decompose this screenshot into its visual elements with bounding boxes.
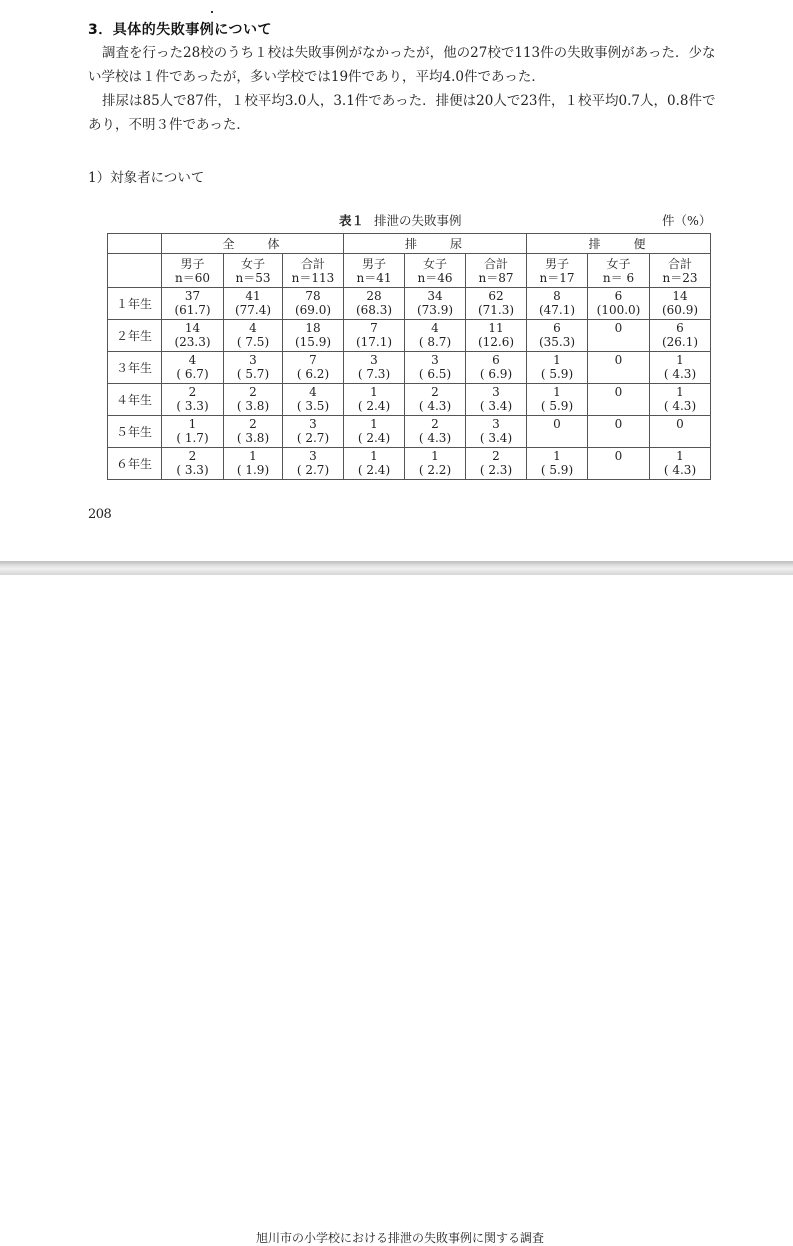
cell-count: 14	[672, 289, 688, 303]
cell-percent: (68.3)	[355, 303, 393, 317]
cell-count: 0	[676, 417, 684, 431]
table-cell	[283, 320, 344, 352]
table-unit: 件（%）	[662, 213, 712, 228]
cell-percent: (60.9)	[661, 303, 699, 317]
table-cell	[650, 416, 711, 448]
table-cell	[162, 448, 224, 480]
paragraph-details	[88, 89, 728, 137]
table-body	[108, 288, 711, 480]
table-title: 排泄の失敗事例	[374, 213, 462, 228]
column-header	[650, 254, 711, 288]
table-row	[108, 416, 711, 448]
table-cell	[162, 416, 224, 448]
table-cell	[162, 288, 224, 320]
cell-percent: ( 5.7)	[236, 367, 270, 381]
cell-count: 0	[614, 385, 623, 399]
cell-percent: ( 2.4)	[357, 463, 391, 477]
cell-percent: ( 4.3)	[418, 431, 452, 445]
cell-count: 6	[676, 321, 684, 335]
cell-count: 1	[370, 417, 378, 431]
table-cell	[224, 352, 283, 384]
cell-count: 1	[553, 385, 561, 399]
cell-percent: ( 4.3)	[418, 399, 452, 413]
cell-count: 37	[184, 289, 201, 303]
cell-count: 14	[184, 321, 201, 335]
table-cell	[527, 448, 588, 480]
page-number: 208	[88, 507, 112, 522]
column-label: 合計	[667, 256, 692, 271]
cell-percent: ( 5.9)	[540, 399, 574, 413]
table-cell	[527, 288, 588, 320]
cell-count: 0	[553, 417, 561, 431]
corner-cell	[108, 254, 162, 288]
cell-percent: (47.1)	[538, 303, 576, 317]
cell-percent: ( 2.4)	[357, 399, 391, 413]
cell-percent: ( 6.9)	[479, 367, 513, 381]
column-header	[527, 254, 588, 288]
column-header	[283, 254, 344, 288]
table-cell	[466, 352, 527, 384]
row-label: １年生	[108, 288, 162, 320]
cell-percent: ( 3.8)	[236, 431, 270, 445]
section-heading: 3．具体的失敗事例について	[88, 22, 272, 38]
table-row	[108, 288, 711, 320]
table-cell	[283, 352, 344, 384]
row-label: ２年生	[108, 320, 162, 352]
table-cell	[224, 416, 283, 448]
cell-percent: ( 6.5)	[418, 367, 452, 381]
cell-count: 1	[370, 449, 378, 463]
cell-count: 1	[676, 385, 684, 399]
table-cell	[344, 384, 405, 416]
cell-count: 2	[431, 385, 439, 399]
table-cell	[344, 320, 405, 352]
table-cell	[588, 352, 650, 384]
page-separator	[0, 561, 793, 575]
cell-percent: ( 1.9)	[236, 463, 270, 477]
column-label: 女子	[422, 256, 447, 271]
cell-count: 3	[309, 449, 317, 463]
column-n: n＝53	[235, 270, 271, 285]
table-cell	[650, 320, 711, 352]
cell-count: 11	[488, 321, 504, 335]
table-cell	[405, 448, 466, 480]
table-cell	[466, 416, 527, 448]
cell-percent: ( 3.3)	[176, 399, 209, 413]
cell-percent: ( 4.3)	[663, 367, 697, 381]
table-cell	[405, 288, 466, 320]
cell-percent: ( 3.8)	[236, 399, 270, 413]
paragraph-summary	[88, 41, 728, 89]
table-row	[108, 384, 711, 416]
cell-percent: ( 8.7)	[418, 335, 452, 349]
table-cell	[466, 288, 527, 320]
column-label: 合計	[300, 256, 325, 271]
cell-percent: ( 2.7)	[296, 463, 330, 477]
group-header-urine: 排 尿	[344, 234, 527, 254]
column-header-row	[108, 254, 711, 288]
table-cell	[162, 320, 224, 352]
table-cell	[283, 416, 344, 448]
column-label: 男子	[180, 256, 205, 271]
cell-count: 3	[249, 353, 257, 367]
cell-percent: ( 5.9)	[540, 463, 574, 477]
cell-percent: ( 2.4)	[357, 431, 391, 445]
table-cell	[283, 384, 344, 416]
paragraph-text: 調査を行った28校のうち１校は失敗事例がなかったが，他の27校で113件の失敗事例があった．少ない学校は１件であったが，多い学校では19件であり，平均4.0件であった．	[88, 45, 716, 85]
group-header-row	[108, 234, 711, 254]
cell-count: 1	[431, 449, 439, 463]
cell-percent: ( 7.5)	[236, 335, 270, 349]
cell-percent: ( 2.7)	[296, 431, 330, 445]
column-header	[466, 254, 527, 288]
group-header-stool: 排 便	[527, 234, 711, 254]
row-label: ６年生	[108, 448, 162, 480]
cell-percent: (77.4)	[234, 303, 272, 317]
cell-percent: ( 3.4)	[479, 431, 513, 445]
cell-count: 3	[431, 353, 439, 367]
column-label: 男子	[361, 256, 386, 271]
column-label: 合計	[483, 256, 508, 271]
table-cell	[162, 352, 224, 384]
table-cell	[344, 288, 405, 320]
cell-count: 4	[309, 385, 317, 399]
cell-percent: (69.0)	[294, 303, 332, 317]
cell-count: 2	[188, 385, 197, 399]
cell-count: 0	[614, 417, 623, 431]
cell-count: 3	[309, 417, 317, 431]
table-cell	[405, 416, 466, 448]
column-header	[588, 254, 650, 288]
cell-percent: ( 2.3)	[479, 463, 513, 477]
failure-cases-table	[107, 233, 711, 480]
cell-count: 1	[553, 353, 561, 367]
row-label: ３年生	[108, 352, 162, 384]
table-cell	[283, 448, 344, 480]
cell-percent: ( 5.9)	[540, 367, 574, 381]
subsection-heading: 1）対象者について	[88, 170, 205, 186]
cell-percent: ( 3.5)	[296, 399, 330, 413]
table-row	[108, 352, 711, 384]
corner-cell	[108, 234, 162, 254]
column-label: 女子	[606, 256, 631, 271]
cell-count: 4	[249, 321, 257, 335]
cell-count: 4	[431, 321, 439, 335]
table-cell	[405, 320, 466, 352]
table-cell	[405, 384, 466, 416]
speck-mark	[211, 11, 213, 13]
cell-count: 2	[249, 385, 257, 399]
column-header	[405, 254, 466, 288]
cell-count: 2	[188, 449, 197, 463]
cell-count: 2	[249, 417, 257, 431]
row-label: ４年生	[108, 384, 162, 416]
paragraph-text: 排尿は85人で87件，１校平均3.0人，3.1件であった．排便は20人で23件，１校平均0.7人，0.8件であり，不明３件であった．	[88, 93, 716, 133]
cell-percent: ( 2.2)	[418, 463, 452, 477]
table-cell	[588, 288, 650, 320]
cell-percent: ( 6.7)	[176, 367, 209, 381]
cell-count: 41	[245, 289, 261, 303]
column-header	[344, 254, 405, 288]
table-cell	[588, 416, 650, 448]
table-cell	[405, 352, 466, 384]
cell-percent: ( 3.4)	[479, 399, 513, 413]
document-page	[0, 0, 793, 561]
table-cell	[344, 448, 405, 480]
cell-count: 1	[553, 449, 561, 463]
cell-count: 1	[370, 385, 378, 399]
column-n: n＝113	[291, 270, 335, 285]
cell-count: 34	[427, 289, 443, 303]
cell-percent: ( 4.3)	[663, 463, 697, 477]
cell-percent: ( 7.3)	[357, 367, 391, 381]
cell-count: 1	[676, 449, 684, 463]
table-cell	[283, 288, 344, 320]
column-header	[162, 254, 224, 288]
column-n: n＝60	[175, 270, 210, 285]
running-title: 旭川市の小学校における排泄の失敗事例に関する調査	[256, 1231, 545, 1245]
table-cell	[224, 320, 283, 352]
table-cell	[466, 320, 527, 352]
cell-percent: (100.0)	[596, 303, 641, 317]
cell-percent: ( 3.3)	[176, 463, 209, 477]
cell-percent: ( 6.2)	[296, 367, 330, 381]
cell-count: 18	[305, 321, 321, 335]
column-n: n＝87	[478, 270, 514, 285]
column-n: n＝ 6	[602, 270, 635, 285]
column-n: n＝17	[539, 270, 575, 285]
next-page	[0, 575, 793, 1245]
column-n: n＝41	[356, 270, 392, 285]
cell-percent: ( 4.3)	[663, 399, 697, 413]
table-cell	[527, 352, 588, 384]
column-label: 男子	[544, 256, 569, 271]
cell-percent: (26.1)	[661, 335, 699, 349]
cell-count: 62	[488, 289, 504, 303]
cell-count: 2	[431, 417, 439, 431]
cell-count: 6	[553, 321, 561, 335]
cell-percent: (73.9)	[416, 303, 454, 317]
cell-percent: (61.7)	[174, 303, 211, 317]
table-cell	[588, 320, 650, 352]
cell-percent: (71.3)	[477, 303, 515, 317]
cell-percent: (12.6)	[477, 335, 515, 349]
cell-percent: ( 1.7)	[176, 431, 209, 445]
cell-count: 0	[614, 449, 623, 463]
table-cell	[527, 416, 588, 448]
column-n: n＝46	[417, 270, 453, 285]
table-cell	[650, 352, 711, 384]
cell-percent: (35.3)	[538, 335, 576, 349]
column-header	[224, 254, 283, 288]
table-cell	[224, 448, 283, 480]
cell-count: 28	[366, 289, 382, 303]
column-n: n＝23	[662, 270, 698, 285]
table-cell	[588, 448, 650, 480]
cell-count: 0	[614, 353, 623, 367]
cell-count: 2	[492, 449, 500, 463]
cell-count: 1	[188, 417, 197, 431]
table-row	[108, 320, 711, 352]
cell-count: 6	[492, 353, 500, 367]
cell-count: 0	[614, 321, 623, 335]
table-cell	[527, 320, 588, 352]
table-row	[108, 448, 711, 480]
table-caption	[339, 211, 462, 229]
table-cell	[344, 352, 405, 384]
table-number: 表１	[339, 213, 365, 228]
cell-count: 3	[492, 417, 500, 431]
table-cell	[527, 384, 588, 416]
cell-count: 7	[370, 321, 378, 335]
cell-count: 6	[614, 289, 623, 303]
cell-count: 8	[553, 289, 561, 303]
table-cell	[162, 384, 224, 416]
cell-count: 4	[188, 353, 197, 367]
cell-percent: (17.1)	[355, 335, 393, 349]
cell-count: 1	[676, 353, 684, 367]
cell-count: 78	[305, 289, 321, 303]
table-cell	[650, 384, 711, 416]
table-cell	[650, 288, 711, 320]
table-cell	[224, 288, 283, 320]
table-cell	[466, 384, 527, 416]
table-cell	[466, 448, 527, 480]
table-cell	[588, 384, 650, 416]
cell-count: 3	[492, 385, 500, 399]
table-cell	[344, 416, 405, 448]
cell-percent: (15.9)	[294, 335, 332, 349]
cell-count: 7	[309, 353, 317, 367]
group-header-total: 全 体	[162, 234, 344, 254]
table-cell	[224, 384, 283, 416]
cell-percent: (23.3)	[174, 335, 211, 349]
column-label: 女子	[240, 256, 265, 271]
cell-count: 1	[249, 449, 257, 463]
table-cell	[650, 448, 711, 480]
cell-count: 3	[370, 353, 378, 367]
row-label: ５年生	[108, 416, 162, 448]
